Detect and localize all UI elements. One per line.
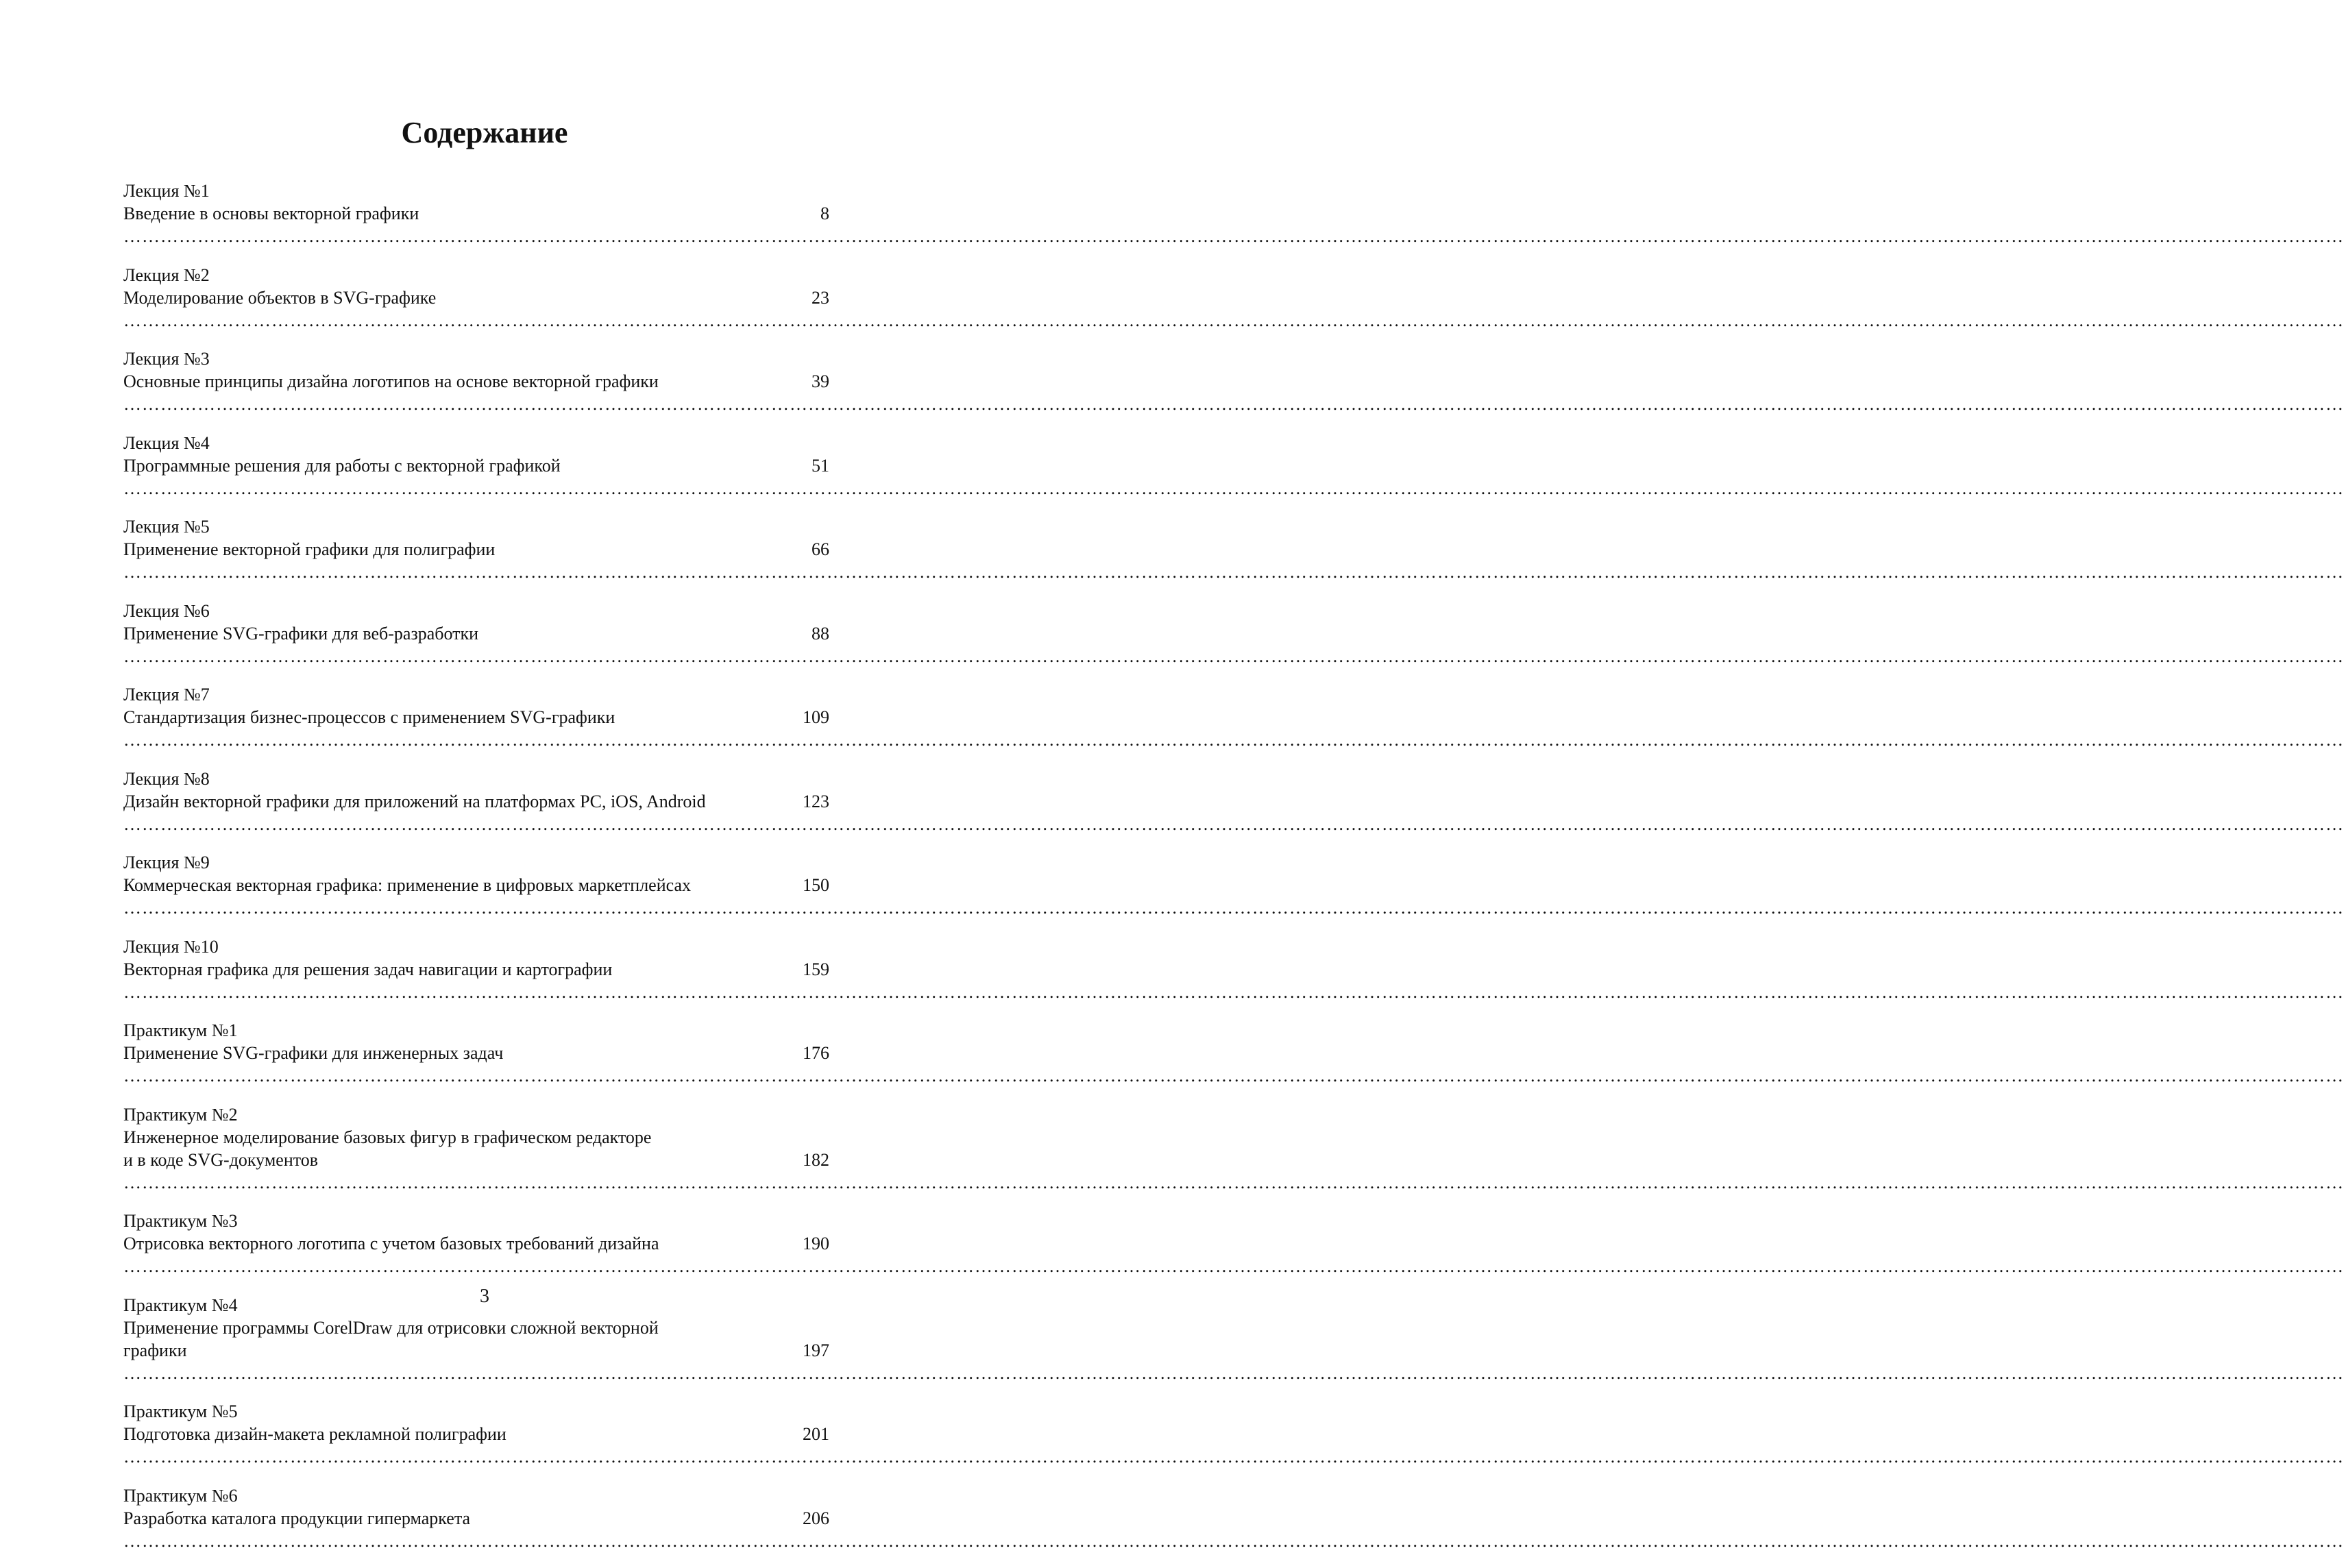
toc-leader-dots: ……………………………………………………………………………………………………………………………………………………………………………………………………………………………………………………………………………………………………………………………… [123, 226, 2344, 246]
toc-entry-row [123, 1507, 2344, 1552]
toc-entry-label: Лекция №6 [123, 600, 210, 621]
toc-entry-label: Лекция №3 [123, 349, 210, 369]
toc-entry-page-number: 206 [803, 1508, 829, 1528]
toc-entry-title-line: Инженерное моделирование базовых фигур в графическом редакторе [123, 1127, 652, 1147]
toc-entry[interactable] [123, 347, 2344, 415]
toc-entry-row [123, 1042, 2344, 1087]
toc-entry-page-number: 190 [803, 1234, 829, 1253]
toc-leader-dots: ……………………………………………………………………………………………………………………………………………………………………………………………………………………………………………………………………………………………………………………………… [123, 1172, 2344, 1192]
toc-entry-page-number: 182 [803, 1149, 829, 1170]
toc-entry-title: Подготовка дизайн-макета рекламной полиграфии [123, 1424, 506, 1444]
toc-entry-row [123, 1232, 2344, 1277]
toc-entry-row [123, 958, 2344, 1003]
toc-entry-label: Практикум №6 [123, 1485, 238, 1506]
toc-entry-label: Лекция №1 [123, 181, 210, 201]
toc-leader-dots: ……………………………………………………………………………………………………………………………………………………………………………………………………………………………………………………………………………………………………………………………… [123, 981, 2344, 1002]
page-number: 3 [480, 1286, 489, 1307]
toc-entry-label: Лекция №2 [123, 265, 210, 285]
toc-leader-dots: ……………………………………………………………………………………………………………………………………………………………………………………………………………………………………………………………………………………………………………………………… [123, 813, 2344, 834]
toc-entry[interactable] [123, 432, 2344, 500]
toc-entry[interactable] [123, 768, 2344, 835]
toc-entry-title: и в коде SVG-документов [123, 1149, 319, 1170]
toc-entry-page-number: 197 [803, 1340, 829, 1360]
toc-entry-row [123, 622, 2344, 667]
toc-entry-title: Применение векторной графики для полиграфии [123, 539, 496, 559]
toc-leader-dots: ……………………………………………………………………………………………………………………………………………………………………………………………………………………………………………………………………………………………………………………………… [123, 898, 2344, 918]
toc-entry-page-number: 150 [803, 875, 829, 895]
toc-entry[interactable] [123, 264, 2344, 332]
toc-leader-dots: ……………………………………………………………………………………………………………………………………………………………………………………………………………………………………………………………………………………………………………………………… [123, 562, 2344, 582]
toc-leader-dots: ……………………………………………………………………………………………………………………………………………………………………………………………………………………………………………………………………………………………………………………………… [123, 1447, 2344, 1467]
toc-entry-page-number: 66 [811, 539, 829, 559]
toc-entry-row [123, 286, 2344, 332]
toc-leader-dots: ……………………………………………………………………………………………………………………………………………………………………………………………………………………………………………………………………………………………………………………………… [123, 730, 2344, 750]
toc-entry-title: Векторная графика для решения задач навигации и картографии [123, 959, 613, 979]
toc-entry-title: Применение SVG-графики для веб-разработки [123, 623, 479, 644]
toc-entry-title: Применение SVG-графики для инженерных задач [123, 1043, 504, 1063]
toc-entry-row [123, 454, 2344, 500]
toc-entry-page-number: 23 [811, 287, 829, 308]
toc-entry[interactable] [123, 683, 2344, 751]
toc-entry-label: Практикум №1 [123, 1020, 238, 1040]
toc-entry-title: Дизайн векторной графики для приложений на платформах PC, iOS, Android [123, 791, 706, 811]
toc-entry-row [123, 370, 2344, 415]
toc-entry-page-number: 51 [811, 455, 829, 476]
toc-entry-row [123, 202, 2344, 247]
toc-entry[interactable] [123, 1019, 2344, 1087]
toc-entry-title: Основные принципы дизайна логотипов на основе векторной графики [123, 371, 659, 391]
toc-entry-label: Практикум №2 [123, 1104, 238, 1125]
toc-entry-page-number: 201 [803, 1424, 829, 1444]
toc-entry[interactable] [123, 851, 2344, 919]
toc-entry-label: Лекция №10 [123, 936, 219, 957]
toc-entry-row [123, 1423, 2344, 1468]
toc-entry[interactable] [123, 935, 2344, 1003]
toc-entry-title: Программные решения для работы с векторной графикой [123, 455, 561, 476]
toc-entry[interactable] [123, 1103, 2344, 1194]
toc-entry-row [123, 1339, 2344, 1384]
toc-entry-label: Лекция №4 [123, 432, 210, 453]
toc-entry-row [123, 790, 2344, 835]
toc-entry-page-number: 8 [820, 204, 829, 223]
toc-entry-title: Моделирование объектов в SVG-графике [123, 287, 437, 308]
toc-entry-label: Практикум №3 [123, 1211, 238, 1231]
toc-entry[interactable] [123, 1210, 2344, 1277]
toc-entry-page-number: 88 [811, 623, 829, 644]
toc-entry-title: Коммерческая векторная графика: применение в цифровых маркетплейсах [123, 875, 692, 895]
toc-entry-label: Практикум №4 [123, 1295, 238, 1315]
toc-leader-dots: ……………………………………………………………………………………………………………………………………………………………………………………………………………………………………………………………………………………………………………………………… [123, 1530, 2344, 1551]
table-of-contents [123, 180, 2344, 1568]
toc-entry-label: Лекция №9 [123, 853, 210, 872]
toc-entry-row [123, 706, 2344, 751]
toc-leader-dots: ……………………………………………………………………………………………………………………………………………………………………………………………………………………………………………………………………………………………………………………………… [123, 1256, 2344, 1276]
toc-entry-page-number: 109 [803, 707, 829, 727]
toc-entry[interactable] [123, 1484, 2344, 1552]
toc-entry-page-number: 159 [803, 959, 829, 979]
toc-entry-title: Стандартизация бизнес-процессов с применением SVG-графики [123, 707, 615, 727]
toc-entry[interactable] [123, 1400, 2344, 1468]
toc-entry-row [123, 538, 2344, 583]
toc-entry-page-number: 123 [803, 791, 829, 811]
toc-leader-dots: ……………………………………………………………………………………………………………………………………………………………………………………………………………………………………………………………………………………………………………………………… [123, 310, 2344, 330]
toc-entry-title-line: Применение программы CorelDraw для отрисовки сложной векторной [123, 1317, 659, 1338]
toc-entry-title: Отрисовка векторного логотипа с учетом базовых требований дизайна [123, 1234, 659, 1253]
toc-entry[interactable] [123, 180, 2344, 247]
toc-entry-title: графики [123, 1340, 187, 1360]
toc-entry-page-number: 39 [811, 371, 829, 391]
toc-entry[interactable] [123, 600, 2344, 667]
toc-entry-label: Лекция №7 [123, 685, 210, 705]
toc-leader-dots: ……………………………………………………………………………………………………………………………………………………………………………………………………………………………………………………………………………………………………………………………… [123, 646, 2344, 666]
toc-leader-dots: ……………………………………………………………………………………………………………………………………………………………………………………………………………………………………………………………………………………………………………………………… [123, 478, 2344, 498]
toc-entry-title-box [123, 202, 2344, 247]
toc-entry-label: Лекция №5 [123, 517, 210, 537]
toc-entry-title: Разработка каталога продукции гипермаркета [123, 1508, 471, 1528]
toc-entry-row [123, 1149, 2344, 1194]
toc-entry-page-number: 176 [803, 1043, 829, 1063]
toc-leader-dots: ……………………………………………………………………………………………………………………………………………………………………………………………………………………………………………………………………………………………………………………………… [123, 394, 2344, 414]
toc-entry-label: Лекция №8 [123, 768, 210, 789]
toc-entry-label: Практикум №5 [123, 1401, 238, 1421]
toc-entry-title: Введение в основы векторной графики [123, 204, 419, 223]
toc-leader-dots: ……………………………………………………………………………………………………………………………………………………………………………………………………………………………………………………………………………………………………………………………… [123, 1066, 2344, 1086]
toc-entry-row [123, 874, 2344, 919]
toc-entry[interactable] [123, 515, 2344, 583]
page-title: Содержание [401, 116, 568, 149]
toc-leader-dots: ……………………………………………………………………………………………………………………………………………………………………………………………………………………………………………………………………………………………………………………………… [123, 1362, 2344, 1383]
